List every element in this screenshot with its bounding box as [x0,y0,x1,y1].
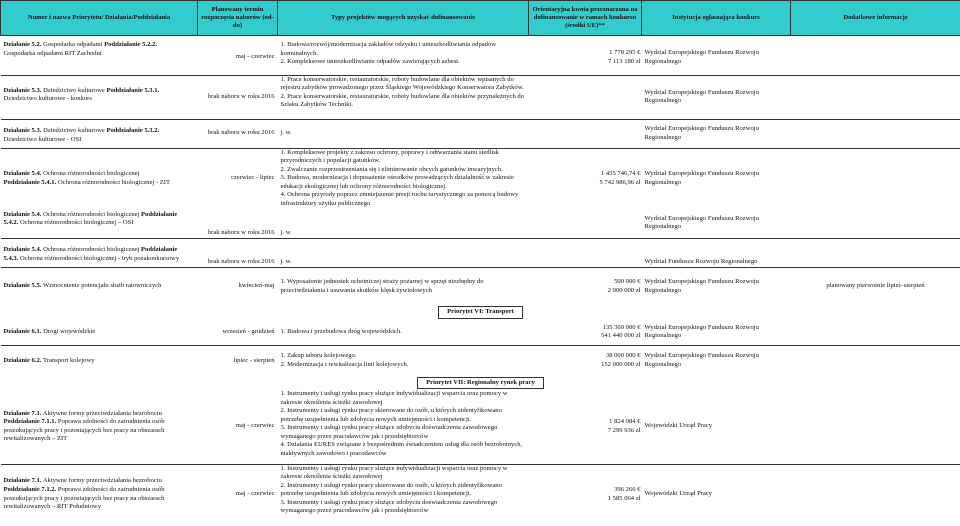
notes-cell [791,346,960,376]
table-row [1,41,960,75]
types-cell: 1. Budowa/rozwój/modernizacja zakładów odzysku i unieszkodliwiania odpadów komunalnych. 2. Kompleksowe unieszkodliwianie odpadów zawierających azbest. [280,41,497,66]
term-cell: czerwiec - lipiec [230,174,275,182]
amount-cell: 500 000 € 2 000 000 zł [607,277,641,294]
types-cell: 1. Prace konserwatorskie, restauratorskie, roboty budowlane dla obiektów wpisanych do rejestru zabytków prowadzonego przez Śląskiego Wojewódzkiego Konserwatora Zabytków. 2. Prace konserwatorskie, restauratorskie, roboty budowlane dla obiektów przynależnych do Szlaku Zabytków Techniki. [280,75,525,109]
institution-cell: Wydział Europejskiego Funduszu Rozwoju Regionalnego [644,277,759,294]
program-cell: Działanie 5.5. Wzmocnienie potencjału służb ratowniczych [3,282,162,290]
institution-cell: Wydział Europejskiego Funduszu Rozwoju Regionalnego [644,88,759,105]
amount-cell: 135 360 000 € 541 440 000 zł [601,323,641,340]
term-cell: brak naboru w roku 2016 [207,229,275,237]
program-cell: Działanie 6.2. Transport kolejowy [3,356,95,364]
amount-cell [529,239,642,267]
amount-cell [529,209,642,239]
types-cell: j. w. [280,229,292,237]
term-cell: maj - czerwiec [235,490,275,498]
program-cell: Działanie 5.3. Dziedzictwo kulturowe Poddziałanie 5.3.2. Dziedzictwo kulturowe - OSI [3,127,160,143]
header-notes: Dodatkowe informacje [791,1,960,36]
amount-cell [529,76,642,120]
term-cell: brak naboru w roku 2016 [207,92,275,100]
amount-cell: 396 266 € 1 585 064 zł [607,485,641,502]
amount-cell [529,120,642,148]
term-cell: wrzesień - grudzień [222,327,275,335]
table-row [1,346,960,376]
priority-heading: Priorytet VII: Regionalny rynek pracy [417,377,544,389]
amount-cell: 38 000 000 € 152 000 000 zł [601,352,641,368]
table-row [1,465,960,525]
term-cell: brak naboru w roku 2016 [207,257,275,265]
amount-cell: 1 778 295 € 7 113 180 zł [607,49,641,65]
types-cell: 1. Kompleksowe projekty z zakresu ochrony, poprawy i odtwarzania stanu siedlisk przyrodniczych i populacji gatunków. 2. Zwalczanie rozprzestrzeniania się i eliminowanie obcych gatunków inwazyjnych. 3. Budowa, modernizacja i doposażenie ośrodków prowadzących działalność w zakresie edukacji ekologicznej lub ochrony różnorodności biologicznej. 4. Ochrona przyrody poprzez zmniejszenie presji ruchu turystycznego za pomocą budowy infrastruktury użytku publicznego. [280,148,519,207]
priority-section-row [1,376,960,390]
program-cell: Działanie 5.4. Ochrona różnorodności biologicznej Poddziałanie 5.4.3. Ochrona różnorodności biologicznej - tryb pozakonkursowy [3,246,180,262]
program-cell: Działanie 5.4. Ochrona różnorodności biologicznej Poddziałanie 5.4.1. Ochrona różnorodności biologicznej - ZIT [3,169,170,186]
header-types: Typy projektów mogących uzyskać dofinansowanie [278,1,529,36]
header-allocation: Orientacyjna kwota przeznaczona na dofinansowanie w ramach konkursu (środki UE)** [529,1,642,36]
priority-section-row [1,306,960,320]
institution-cell: Wydział Europejskiego Funduszu Rozwoju Regionalnego [644,323,759,340]
types-cell: 1. Instrumenty i usługi rynku pracy służące indywidualizacji wsparcia oraz pomocy w zakresie określenia ścieżki zawodowej 2. Instrumenty i usługi rynku pracy skierowane do osób, u których zidentyfikowano potrzebę uzupełnienia lub zdobycia nowych umiejętności i kompetencji. 3. Instrumenty i usługi rynku pracy służące zdobyciu doświadczenia zawodowego wymaganego przez pracodawców jak i przedsiębiorców 4. Działania EURES związane z bezpośrednim świadczeniem usług dla osób bezrobotnych, niaktywnych zawodowo i pracodawców [280,390,523,457]
program-cell: Działanie 6.1. Drogi wojewódzkie [3,327,96,335]
table-row [1,209,960,239]
institution-cell: Wydział Europejskiego Funduszu Rozwoju Regionalnego [644,49,759,65]
types-cell: j. w. [280,129,292,137]
term-cell: kwiecień-maj [238,282,275,290]
notes-cell [791,120,960,148]
notes-cell [791,465,960,525]
institution-cell: Wojewódzki Urząd Pracy [644,490,713,498]
institution-cell: Wydział Europejskiego Funduszu Rozwoju Regionalnego [644,214,759,231]
types-cell: j. w. [280,257,292,265]
table-row [1,239,960,267]
amount-cell: 1 435 746,74 € 5 742 986,96 zł [599,169,641,186]
types-cell: 1. Instrumenty i usługi rynku pracy służące indywidualizacji wsparcia oraz pomocy w zakresie określenia ścieżki zawodowej 2. Instrumenty i usługi rynku pracy skierowane do osób, u których zidentyfikowano potrzebę uzupełnienia lub zdobycia nowych umiejętności i kompetencji. 3. Instrumenty i usługi rynku pracy służące zdobyciu doświadczenia zawodowego wymaganego przez pracodawców jak i przedsiębiorców [280,464,508,515]
priority-heading: Priorytet VI: Transport [438,306,523,318]
header-program: Numer i nazwa Priorytetu/ Działania/Poddziałania [1,1,198,36]
notes-cell: planowany pierwotnie lipiec-sierpień [826,282,925,290]
table-row [1,76,960,120]
table-row [1,149,960,209]
program-cell: Działanie 7.1. Aktywne formy przeciwdziałania bezrobociu Poddziałanie 7.1.1. Poprawa zdolności do zatrudnienia osób poszukujących pracy i pozostających bez pracy na obszarach rewitalizowanych – ZIT [3,409,165,443]
table-row [1,268,960,306]
institution-cell: Wydział Europejskiego Funduszu Rozwoju Regionalnego [644,125,759,141]
table-row [1,320,960,346]
notes-cell [791,320,960,346]
term-cell: lipiec - sierpień [233,356,275,364]
institution-cell: Wydział Funduszu Rozwoju Regionalnego [644,257,758,265]
institution-cell: Wojewódzki Urząd Pracy [644,422,713,430]
table-row [1,120,960,148]
amount-cell: 1 824 984 € 7 299 936 zł [607,418,641,434]
types-cell: 1. Zakup taboru kolejowego. 2. Modernizacja i rewitalizacja linii kolejowych. [280,352,409,368]
term-cell: brak naboru w roku 2016 [207,129,275,137]
program-cell: Działanie 5.3. Dziedzictwo kulturowe Poddziałanie 5.3.1. Dziedzictwo kulturowe - konkurs [3,86,160,103]
notes-cell [791,209,960,239]
institution-cell: Wydział Europejskiego Funduszu Rozwoju Regionalnego [644,169,759,186]
notes-cell [791,41,960,75]
term-cell: maj - czerwiec [235,53,275,61]
institution-cell: Wydział Europejskiego Funduszu Rozwoju Regionalnego [644,352,759,368]
notes-cell [791,76,960,120]
program-cell: Działanie 7.1. Aktywne formy przeciwdziałania bezrobociu Poddziałanie 7.1.2. Poprawa zdolności do zatrudnienia osób poszukujących pracy i pozostających bez pracy na obszarach rewitalizowanych – RIT Południowy [3,477,165,511]
notes-cell [791,390,960,464]
header-institution: Instytucja ogłaszająca konkurs [642,1,791,36]
program-cell: Działanie 5.4. Ochrona różnorodności biologicznej Poddziałanie 5.4.2. Ochrona różnorodności biologicznej – OSI [3,210,178,227]
types-cell: 1. Wyposażenie jednostek ochotniczej straży pożarnej w sprzęt niezbędny do przeciwdziałania i usuwania skutków klęsk żywiołowych [280,277,484,294]
notes-cell [791,239,960,267]
notes-cell [791,149,960,209]
types-cell: 1. Budowa i przebudowa dróg wojewódzkich. [280,327,402,335]
table-row [1,390,960,464]
program-cell: Działanie 5.2. Gospodarka odpadami Poddziałanie 5.2.2. Gospodarka odpadami RIT Zachodni [3,41,157,57]
table-header-row [1,1,960,36]
header-term: Planowany termin rozpoczęcia naborów (od-do) [198,1,278,36]
term-cell: maj - czerwiec [235,422,275,430]
